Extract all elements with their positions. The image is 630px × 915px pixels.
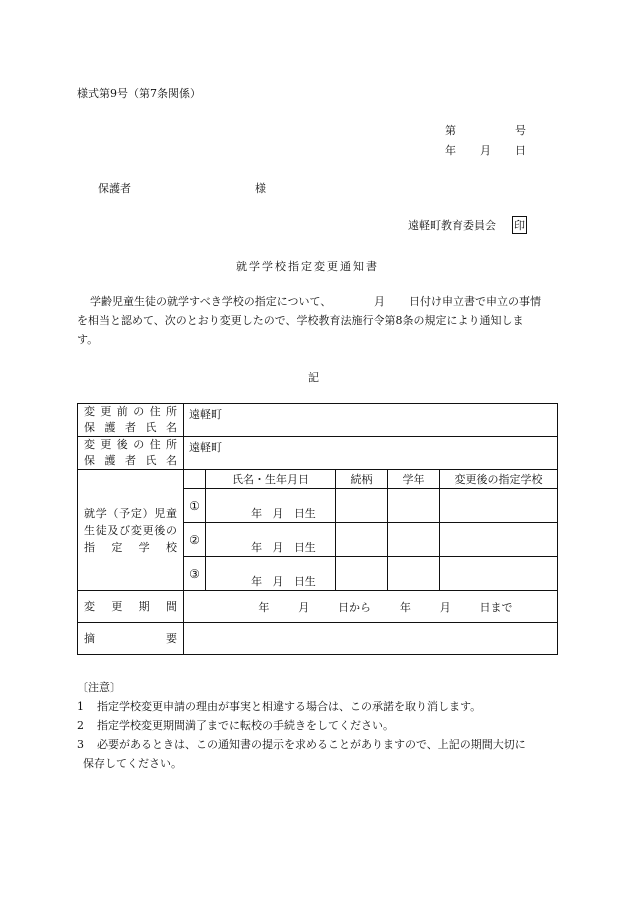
issuer-name: 遠軽町教育委員会 [408,219,496,232]
date-month: 月 [480,144,491,157]
form-number: 様式第9号（第7条関係） [77,87,201,100]
period-to-month: 月 [439,600,451,614]
period-from-day: 日から [338,600,372,614]
note-item [77,697,567,716]
note-continuation: 保存してください。 [83,757,182,770]
body-line-1-month: 月 [374,295,385,308]
after-value[interactable]: 遠軽町 [184,437,558,470]
period-value[interactable] [184,591,558,623]
summary-row [78,623,558,655]
col-grade: 学年 [388,470,440,489]
student-label-line2: 生徒及び変更後の [84,523,177,537]
new-school-cell[interactable] [440,523,558,557]
note-text: 指定学校変更申請の理由が事実と相違する場合は、この承諾を取り消します。 [97,700,482,713]
period-to-year: 年 [399,600,411,614]
ki-label: 記 [308,371,319,384]
before-value[interactable]: 遠軽町 [184,404,558,437]
document-title: 就学学校指定変更通知書 [236,260,379,273]
blank-header-cell [184,470,206,489]
new-school-cell[interactable] [440,557,558,591]
notes-section [77,678,567,773]
note-item [77,716,567,735]
note-number: 3 [77,738,84,751]
student-label-line3: 指定学校 [84,540,177,554]
name-dob-cell[interactable] [206,489,336,523]
note-text: 指定学校変更期間満了までに転校の手続きをしてください。 [97,719,394,732]
dob-year: 年 [251,540,263,554]
notes-heading: 〔注意〕 [77,681,121,694]
dob-day: 日生 [293,574,316,588]
relationship-cell[interactable] [336,489,388,523]
name-dob-cell[interactable] [206,523,336,557]
body-line-1a: 学齢児童生徒の就学すべき学校の指定について、 [90,295,332,308]
before-row [78,404,558,437]
note-item [77,735,567,754]
before-label [78,404,184,437]
dob-year: 年 [251,506,263,520]
grade-cell[interactable] [388,489,440,523]
addressee-label: 保護者 [98,182,131,195]
new-school-cell[interactable] [440,489,558,523]
dob-month: 月 [272,540,284,554]
addressee-honorific: 様 [255,182,266,195]
dob-year: 年 [251,574,263,588]
after-label [78,437,184,470]
col-name-dob: 氏名・生年月日 [206,470,336,489]
row-number: ③ [184,557,206,591]
body-line-2: を相当と認めて、次のとおり変更したので、学校教育法施行令第8条の規定により通知しま [77,314,524,327]
relationship-cell[interactable] [336,557,388,591]
grade-cell[interactable] [388,523,440,557]
date-day: 日 [515,144,526,157]
period-row [78,591,558,623]
student-header-row [78,470,558,489]
summary-value[interactable] [184,623,558,655]
before-address-label: 変更前の住所 [84,405,177,418]
body-line-3: す。 [77,333,99,346]
dob-month: 月 [272,574,284,588]
name-dob-cell[interactable] [206,557,336,591]
note-number: 2 [77,719,84,732]
date-year: 年 [445,144,456,157]
relationship-cell[interactable] [336,523,388,557]
summary-label: 摘要 [78,623,184,655]
note-text: 必要があるときは、この通知書の提示を求めることがありますので、上記の期間大切に [97,738,526,751]
row-number: ① [184,489,206,523]
before-guardian-label: 保護者氏名 [84,421,177,434]
dob-day: 日生 [293,540,316,554]
after-address-label: 変更後の住所 [84,438,177,451]
col-new-school: 変更後の指定学校 [440,470,558,489]
col-relationship: 続柄 [336,470,388,489]
period-from-month: 月 [298,600,310,614]
after-row [78,437,558,470]
period-to-day: 日まで [479,600,513,614]
period-from-year: 年 [258,600,270,614]
doc-number-suffix: 号 [515,124,526,137]
grade-cell[interactable] [388,557,440,591]
student-label-line1: 就学（予定）児童 [84,506,177,520]
note-number: 1 [77,700,84,713]
dob-month: 月 [272,506,284,520]
after-guardian-label: 保護者氏名 [84,454,177,467]
row-number: ② [184,523,206,557]
body-line-1b: 日付け申立書で申立の事情 [409,295,541,308]
change-table [77,403,558,655]
period-label: 変更期間 [78,591,184,623]
doc-number-prefix: 第 [445,124,456,137]
student-label [78,470,184,591]
dob-day: 日生 [293,506,316,520]
seal-mark: 印 [512,216,527,234]
